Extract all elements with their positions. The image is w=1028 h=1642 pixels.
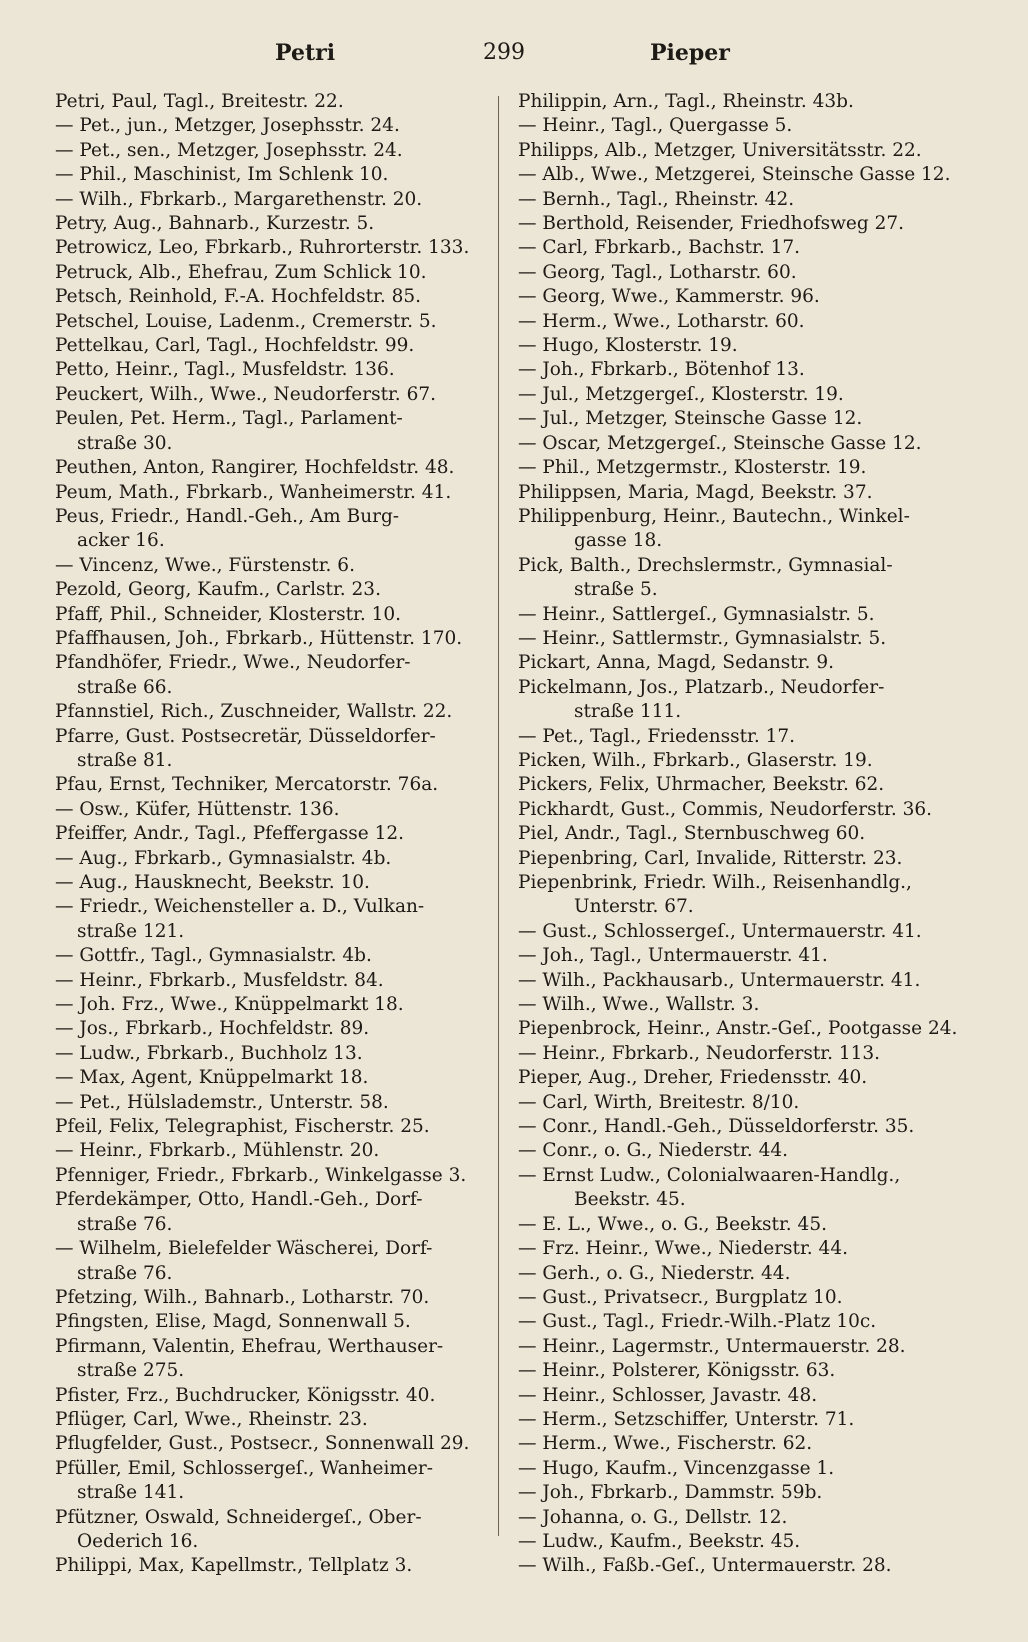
directory-entry: — Gottfr., Tagl., Gymnasialstr. 4b.: [55, 945, 372, 967]
directory-entry: — Ludw., Fbrkarb., Buchholz 13.: [55, 1042, 363, 1064]
directory-entry: — Jul., Metzger, Steinsche Gasse 12.: [518, 408, 863, 430]
directory-entry: Pickelmann, Jos., Platzarb., Neudorfer-: [518, 676, 885, 698]
directory-entry: Pick, Balth., Drechslermstr., Gymnasial-: [518, 554, 893, 576]
directory-entry: Pieper, Aug., Dreher, Friedensstr. 40.: [518, 1067, 868, 1089]
directory-entry: — Heinr., Lagermstr., Untermauerstr. 28.: [518, 1335, 906, 1357]
header-right-keyword: Pieper: [650, 40, 730, 66]
directory-entry: — Joh., Tagl., Untermauerstr. 41.: [518, 945, 828, 967]
page-header: [0, 40, 1028, 80]
directory-entry: — Georg, Tagl., Lotharstr. 60.: [518, 261, 797, 283]
directory-entry: — Jos., Fbrkarb., Hochfeldstr. 89.: [55, 1018, 370, 1040]
directory-entry: Pfaff, Phil., Schneider, Klosterstr. 10.: [55, 603, 402, 625]
directory-entry: Petruck, Alb., Ehefrau, Zum Schlick 10.: [55, 261, 427, 283]
directory-entry: — Wilhelm, Bielefelder Wäscherei, Dorf-: [55, 1238, 433, 1260]
left-column: [55, 90, 485, 1579]
directory-entry-continuation: straße 275.: [77, 1360, 185, 1382]
directory-entry-continuation: gasse 18.: [574, 530, 663, 552]
directory-entry: Pfarre, Gust. Postsecretär, Düsseldorfer-: [55, 725, 436, 747]
directory-entry: Picken, Wilh., Fbrkarb., Glaserstr. 19.: [518, 749, 873, 771]
directory-entry: Piepenbring, Carl, Invalide, Ritterstr. 23.: [518, 847, 903, 869]
directory-entry-continuation: straße 66.: [77, 676, 173, 698]
directory-entry: Pickhardt, Gust., Commis, Neudorferstr. 36.: [518, 798, 933, 820]
directory-entry: — Bernh., Tagl., Rheinstr. 42.: [518, 188, 795, 210]
directory-entry-continuation: straße 76.: [77, 1213, 173, 1235]
directory-entry: Philipps, Alb., Metzger, Universitätsstr. 22.: [518, 139, 922, 161]
directory-entry: — Joh., Fbrkarb., Bötenhof 13.: [518, 359, 805, 381]
directory-entry: — Berthold, Reisender, Friedhofsweg 27.: [518, 213, 904, 235]
directory-entry: — Conr., o. G., Niederstr. 44.: [518, 1140, 788, 1162]
directory-entry: Petri, Paul, Tagl., Breitestr. 22.: [55, 91, 344, 112]
directory-entry: Piel, Andr., Tagl., Sternbuschweg 60.: [518, 823, 866, 845]
directory-entry: — Phil., Maschinist, Im Schlenk 10.: [55, 164, 389, 186]
directory-entry: Pickart, Anna, Magd, Sedanstr. 9.: [518, 652, 834, 674]
directory-entry: — Aug., Hausknecht, Beekstr. 10.: [55, 872, 370, 893]
right-column: [518, 90, 958, 1579]
directory-entry: Peuthen, Anton, Rangirer, Hochfeldstr. 48.: [55, 457, 455, 479]
directory-entry: — Heinr., Fbrkarb., Mühlenstr. 20.: [55, 1140, 380, 1162]
directory-entry: Pezold, Georg, Kaufm., Carlstr. 23.: [55, 579, 381, 601]
directory-entry: Pflugfelder, Gust., Postsecr., Sonnenwall 29.: [55, 1433, 470, 1455]
directory-entry: — Carl, Wirth, Breitestr. 8/10.: [518, 1091, 800, 1113]
directory-entry: — Friedr., Weichensteller a. D., Vulkan-: [55, 896, 425, 918]
directory-entry: Pfister, Frz., Buchdrucker, Königsstr. 40.: [55, 1384, 436, 1406]
page-number: 299: [483, 40, 525, 65]
directory-entry-continuation: acker 16.: [77, 530, 165, 552]
directory-entry-continuation: Beekstr. 45.: [574, 1189, 686, 1211]
directory-entry: Pfenniger, Friedr., Fbrkarb., Winkelgasse 3.: [55, 1164, 467, 1186]
directory-entry: — Ernst Ludw., Colonialwaaren-Handlg.,: [518, 1164, 901, 1186]
directory-entry: — Herm., Wwe., Lotharstr. 60.: [518, 310, 805, 332]
directory-entry: Pfetzing, Wilh., Bahnarb., Lotharstr. 70.: [55, 1286, 430, 1308]
directory-entry-continuation: Oederich 16.: [77, 1530, 199, 1552]
directory-entry: — Joh. Frz., Wwe., Knüppelmarkt 18.: [55, 994, 404, 1016]
directory-entry: Peum, Math., Fbrkarb., Wanheimerstr. 41.: [55, 481, 452, 503]
directory-entry: — Ludw., Kaufm., Beekstr. 45.: [518, 1530, 801, 1552]
directory-entry: Peuckert, Wilh., Wwe., Neudorferstr. 67.: [55, 383, 436, 405]
directory-entry: — Wilh., Wwe., Wallstr. 3.: [518, 994, 760, 1016]
directory-entry: — Pet., sen., Metzger, Josephsstr. 24.: [55, 139, 403, 161]
directory-entry-continuation: straße 30.: [77, 432, 173, 454]
directory-entry: Petschel, Louise, Ladenm., Cremerstr. 5.: [55, 310, 437, 332]
directory-entry-continuation: straße 121.: [77, 920, 185, 942]
directory-entry: Pfirmann, Valentin, Ehefrau, Werthauser-: [55, 1335, 444, 1357]
directory-entry: Pferdekämper, Otto, Handl.-Geh., Dorf-: [55, 1189, 423, 1211]
directory-entry: — E. L., Wwe., o. G., Beekstr. 45.: [518, 1213, 827, 1235]
directory-entry: — Aug., Fbrkarb., Gymnasialstr. 4b.: [55, 847, 392, 869]
directory-entry: — Pet., Tagl., Friedensstr. 17.: [518, 725, 796, 747]
directory-entry: — Gust., Tagl., Friedr.-Wilh.-Platz 10c.: [518, 1311, 877, 1333]
directory-entry: Pfaffhausen, Joh., Fbrkarb., Hüttenstr. 170.: [55, 627, 463, 649]
directory-entry: Peus, Friedr., Handl.-Geh., Am Burg-: [55, 505, 400, 527]
directory-entry: Pickers, Felix, Uhrmacher, Beekstr. 62.: [518, 774, 885, 796]
directory-entry: — Heinr., Sattlermstr., Gymnasialstr. 5.: [518, 627, 887, 649]
directory-entry: Philippin, Arn., Tagl., Rheinstr. 43b.: [518, 91, 854, 112]
directory-entry: Philippenburg, Heinr., Bautechn., Winkel-: [518, 505, 910, 527]
directory-entry: Pfützner, Oswald, Schneidergeſ., Ober-: [55, 1506, 422, 1528]
directory-entry: Petto, Heinr., Tagl., Musfeldstr. 136.: [55, 359, 395, 381]
directory-entry-continuation: straße 76.: [77, 1262, 173, 1284]
directory-entry: — Conr., Handl.-Geh., Düsseldorferstr. 35.: [518, 1116, 915, 1138]
directory-entry: Petry, Aug., Bahnarb., Kurzestr. 5.: [55, 213, 375, 235]
directory-entry: Piepenbrink, Friedr. Wilh., Reisenhandlg.,: [518, 872, 912, 893]
directory-entry: — Wilh., Fbrkarb., Margarethenstr. 20.: [55, 188, 423, 210]
directory-entry: — Alb., Wwe., Metzgerei, Steinsche Gasse 12.: [518, 164, 951, 186]
directory-entry: — Hugo, Kaufm., Vincenzgasse 1.: [518, 1457, 835, 1479]
directory-entry-continuation: straße 5.: [574, 579, 658, 601]
header-left-keyword: Petri: [275, 40, 336, 66]
directory-entry: — Georg, Wwe., Kammerstr. 96.: [518, 286, 820, 308]
directory-entry: — Hugo, Klosterstr. 19.: [518, 335, 738, 357]
directory-entry-continuation: straße 81.: [77, 749, 173, 771]
directory-entry: — Vincenz, Wwe., Fürstenstr. 6.: [55, 554, 355, 576]
directory-entry: — Pet., jun., Metzger, Josephsstr. 24.: [55, 115, 400, 137]
directory-entry: — Heinr., Polsterer, Königsstr. 63.: [518, 1360, 836, 1382]
directory-entry: Pflüger, Carl, Wwe., Rheinstr. 23.: [55, 1408, 368, 1430]
directory-entry: — Phil., Metzgermstr., Klosterstr. 19.: [518, 457, 867, 479]
directory-entry: Pfingsten, Elise, Magd, Sonnenwall 5.: [55, 1311, 411, 1333]
directory-entry: — Gust., Privatsecr., Burgplatz 10.: [518, 1286, 843, 1308]
directory-entry: — Heinr., Fbrkarb., Neudorferstr. 113.: [518, 1042, 881, 1064]
directory-entry: — Jul., Metzgergeſ., Klosterstr. 19.: [518, 383, 844, 405]
directory-entry: Petrowicz, Leo, Fbrkarb., Ruhrorterstr. 133.: [55, 237, 470, 259]
directory-entry: Philippsen, Maria, Magd, Beekstr. 37.: [518, 481, 873, 503]
directory-entry: — Max, Agent, Knüppelmarkt 18.: [55, 1067, 369, 1089]
directory-entry: — Wilh., Packhausarb., Untermauerstr. 41.: [518, 969, 921, 991]
directory-entry: — Pet., Hülsladem​str., Unterstr. 58.: [55, 1091, 389, 1113]
directory-entry: — Heinr., Fbrkarb., Musfeldstr. 84.: [55, 969, 384, 991]
directory-entry: — Osw., Küfer, Hüttenstr. 136.: [55, 798, 340, 820]
directory-entry: — Herm., Setzschiffer, Unterstr. 71.: [518, 1408, 855, 1430]
directory-entry: Petsch, Reinhold, F.-A. Hochfeldstr. 85.: [55, 286, 422, 308]
directory-entry-continuation: straße 141.: [77, 1482, 185, 1504]
directory-entry: — Oscar, Metzgergeſ., Steinsche Gasse 12.: [518, 432, 922, 454]
directory-entry: — Frz. Heinr., Wwe., Niederstr. 44.: [518, 1238, 848, 1260]
directory-entry: Pfeiffer, Andr., Tagl., Pfeffergasse 12.: [55, 823, 405, 845]
directory-entry: Peulen, Pet. Herm., Tagl., Parlament-: [55, 408, 403, 430]
directory-entry: Philippi, Max, Kapellmstr., Tellplatz 3.: [55, 1555, 413, 1577]
directory-entry: — Herm., Wwe., Fischerstr. 62.: [518, 1433, 813, 1455]
directory-entry: — Gerh., o. G., Niederstr. 44.: [518, 1262, 791, 1284]
directory-entry: Pfandhöfer, Friedr., Wwe., Neudorfer-: [55, 652, 411, 674]
directory-entry: Piepenbrock, Heinr., Anstr.-Geſ., Pootgasse 24.: [518, 1018, 958, 1040]
directory-entry: — Gust., Schlossergeſ., Untermauerstr. 41.: [518, 920, 922, 942]
directory-entry: Pfeil, Felix, Telegraphist, Fischerstr. 25.: [55, 1116, 430, 1138]
directory-entry: — Heinr., Sattlergeſ., Gymnasialstr. 5.: [518, 603, 875, 625]
directory-entry: Pfau, Ernst, Techniker, Mercatorstr. 76a.: [55, 774, 439, 796]
directory-entry: Pfüller, Emil, Schlossergeſ., Wanheimer-: [55, 1457, 433, 1479]
directory-entry-continuation: Unterstr. 67.: [574, 896, 694, 918]
column-divider: [498, 96, 499, 1536]
directory-entry: — Wilh., Faßb.-Geſ., Untermauerstr. 28.: [518, 1555, 892, 1577]
directory-entry: — Heinr., Tagl., Quergasse 5.: [518, 115, 793, 137]
directory-entry-continuation: straße 111.: [574, 701, 682, 723]
directory-entry: — Joh., Fbrkarb., Dammstr. 59b.: [518, 1482, 823, 1504]
directory-entry: — Carl, Fbrkarb., Bachstr. 17.: [518, 237, 800, 259]
directory-entry: — Heinr., Schlosser, Javastr. 48.: [518, 1384, 818, 1406]
directory-entry: Pfannstiel, Rich., Zuschneider, Wallstr. 22.: [55, 701, 453, 723]
directory-entry: Pettelkau, Carl, Tagl., Hochfeldstr. 99.: [55, 335, 415, 357]
directory-entry: — Johanna, o. G., Dellstr. 12.: [518, 1506, 788, 1528]
